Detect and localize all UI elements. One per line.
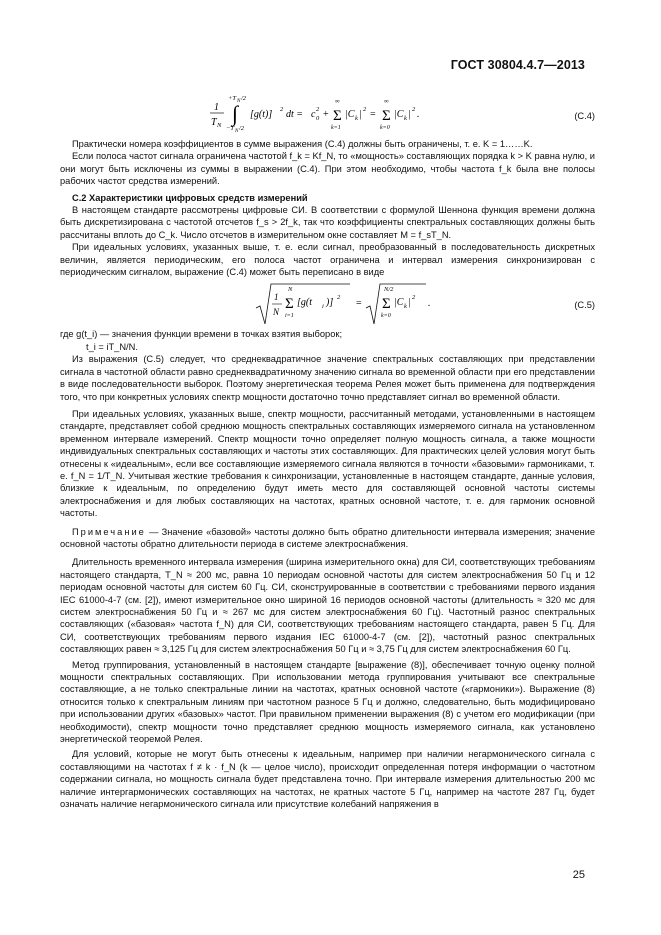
eq5-sum-upper: N xyxy=(288,286,293,294)
eq4-ck2-sub: k xyxy=(404,115,407,122)
eq4-int-upper-tail: /2 xyxy=(241,95,247,102)
sum-sign-2: Σ xyxy=(382,108,391,124)
eq4-ck: |C xyxy=(345,109,355,120)
eq4-int-lower-sub: N xyxy=(235,129,239,134)
eq4-int-upper-sub: N xyxy=(237,99,241,104)
eq4-frac-den: T xyxy=(211,117,217,128)
eq4-int-lower: −T xyxy=(226,125,235,132)
eq4-ck2: |C xyxy=(394,109,404,120)
eq4-int-upper: +T xyxy=(228,95,237,102)
page-content xyxy=(60,94,595,811)
paragraph: где g(t_i) — значения функции времени в точках взятия выборок; xyxy=(60,329,343,340)
equation-c5 xyxy=(60,282,595,326)
sum-sign-4: Σ xyxy=(382,296,391,313)
section-heading-c2: С.2 Характеристики цифровых средств измерений xyxy=(72,192,308,203)
paragraph: В настоящем стандарте рассмотрены цифровые СИ. В соответствии с формулой Шеннона функция времени должна быть дискретизирована с частотой отсчетов f_s > 2f_k, так что коэффициенты спектральных составляющих должны быть рассчитаны вплоть до C_k. Число отсчетов в измерительном окне составляет M = f_sT_N. xyxy=(60,205,595,240)
eq4-sq: 2 xyxy=(280,106,284,113)
eq4-ck-close: | xyxy=(359,109,362,120)
eq4-integrand: [g(t)] xyxy=(250,109,273,120)
eq5-ck: |C xyxy=(394,297,404,309)
eq4-ck-sub: k xyxy=(355,115,358,122)
eq4-c0-sup: 2 xyxy=(316,106,320,113)
equation-number-c4: (C.4) xyxy=(574,111,595,121)
eq5-g: [g(t xyxy=(297,297,312,309)
eq4-int-lower-tail: /2 xyxy=(239,125,245,132)
standard-header: ГОСТ 30804.4.7—2013 xyxy=(450,58,585,72)
eq5-N: N xyxy=(273,307,280,318)
paragraph: При идеальных условиях, указанных выше, спектр мощности, рассчитанный методами, установленными в настоящем стандарте, представляет собой среднюю мощность спектральных составляющих измеряемого сигнала на установленном временном интервале измерений. Спектр мощности точно определяет полную мощность сигнала, а также мощности индивидуальных спектральных составляющих и частоты этих составляющих. Для практических целей условия могут быть отнесены к «идеальным», если все составляющие измеряемого сигнала являются в точности «базовыми» гармониками, т. е. f_N = 1/T_N. Учитывая жесткие требования к синхронизации, установленные в настоящем стандарте, данные условия, близкие к идеальным, по определению будут иметь место для составляющей основной частоты системы электроснабжения и для любых составляющих на частотах, кратных основной частоте, т. е. для гармоник основной частоты. xyxy=(60,408,595,519)
page-number: 25 xyxy=(572,869,585,881)
equation-number-c5: (C.5) xyxy=(574,300,595,311)
paragraph: Метод группирования, установленный в настоящем стандарте [выражение (8)], обеспечивает точную оценку полной мощности спектральных составляющих. При использовании метода группирования учитывают все спектральные составляющие, а не только спектральные линии на частотах, кратных основной частоте («гармоники»). Выражение (8) относится только к спектральным линиям при частотном разносе 5 Гц и должно, следовательно, быть модифицировано при использовании других «базовых» частот. При правильном применении выражения (8) с учетом его модификации (при необходимости), спектр мощности точно представляет среднюю мощность измеряемого сигнала, как установлено энергетической теоремой Релея. xyxy=(60,659,595,745)
sum-sign-3: Σ xyxy=(285,296,294,313)
eq5-ck-close: | xyxy=(408,297,411,309)
eq4-ck-sup: 2 xyxy=(363,106,367,113)
equation-c4-svg xyxy=(210,94,510,132)
eq4-sum1-lower: k=1 xyxy=(331,125,341,131)
eq4-sum2-lower: k=0 xyxy=(380,125,390,131)
eq4-frac-den-sub: N xyxy=(217,122,222,129)
note xyxy=(60,526,595,551)
eq5-sum2-lower: k=0 xyxy=(381,313,391,320)
eq4-eq2: = xyxy=(370,109,376,120)
eq5-ck-sub: k xyxy=(404,303,407,311)
note-text: — Значение «базовой» частоты должно быть обратно длительности интервала измерения; значение основной частоты обратно длительности периода в системе электроснабжения. xyxy=(60,526,595,549)
eq5-g-sub: i xyxy=(322,303,324,311)
eq4-c0-sub: 0 xyxy=(316,115,320,122)
eq5-one: 1 xyxy=(274,292,279,303)
paragraph: При идеальных условиях, указанных выше, т. е. если сигнал, преобразованный в последовательность дискретных величин, является периодическим, его полоса частот ограничена и интервал измерения синхронизирован с периодическим сигналом, выражение (С.4) может быть переписано в виде xyxy=(60,242,595,278)
eq4-c0: c xyxy=(311,109,316,120)
paragraph: Практически номера коэффициентов в сумме выражения (С.4) должны быть ограничены, т. е. K = 1……K. xyxy=(72,139,533,149)
paragraph: Для условий, которые не могут быть отнесены к идеальным, например при наличии негармонического сигнала с составляющими на частотах f ≠ k · f_N (k — целое число), происходит определенная потеря информации о частотном содержании сигнала, но мощность сигнала будет представлена точно. При интервале измерения длительностью 200 мс наличие интергармонических составляющих на частотах, не кратных частоте 5 Гц, например на частоте 287 Гц, будет означать наличие негармонического сигнала или присутствие колебаний напряжения в xyxy=(60,749,595,810)
note-label: Примечание xyxy=(72,526,146,537)
paragraph: Длительность временного интервала измерения (ширина измерительного окна) для СИ, соответствующих требованиям настоящего стандарта, T_N ≈ 200 мс, равна 10 периодам основной частоты для систем электроснабжения 50 Гц и 12 периодам основной частоты для систем 60 Гц. СИ, сконструированные в соответствии с требованиями первого издания IEC 61000-4-7 (см. [2]), имеют измерительное окно шириной 16 периодов основной частоты (длительность ≈ 320 мс для систем электроснабжения 50 Гц и ≈ 267 мс для систем электроснабжения 60 Гц). Частотный разнос спектральных составляющих («базовая» частота f_N) для СИ, соответствующих требованиям настоящего стандарта, равен 5 Гц. Для СИ, соответствующих требованиям первого издания IEC 61000-4-7 (см. [2]), частотный разнос спектральных составляющих равен ≈ 3,125 Гц для систем электроснабжения 50 Гц и ≈ 3,75 Гц для систем электроснабжения 60 Гц. xyxy=(60,557,595,655)
paragraph: Из выражения (С.5) следует, что среднеквадратичное значение спектральных составляющих при представлении сигнала в частотной области равно среднеквадратичному значению сигнала во временной области при его представлении в виде последовательности выборок. Поэтому энергетическая теорема Релея может быть применена для подтверждения того, что при конкретных условиях спектр мощности достаточно точно представляет сигнал во временной области. xyxy=(60,354,595,402)
paragraph: Если полоса частот сигнала ограничена частотой f_k = Kf_N, то «мощность» составляющих порядка k > K равна нулю, и они могут быть исключены из суммы в выражении (С.4). При этом необходимо, чтобы частота f_k была вне полосы рабочих частот средства измерений. xyxy=(60,151,595,187)
eq5-eq: = xyxy=(356,298,362,310)
eq4-dt: dt = xyxy=(286,109,304,120)
eq5-g-close: )] xyxy=(326,297,334,309)
eq5-sq: 2 xyxy=(337,294,341,302)
equation-c5-svg xyxy=(256,282,456,326)
equation-c4 xyxy=(60,94,595,132)
eq4-frac-num: 1 xyxy=(214,102,219,113)
paragraph: t_i = iT_N/N. xyxy=(86,341,138,352)
eq4-sum1-upper: ∞ xyxy=(335,98,340,105)
eq4-ck2-close: | xyxy=(408,109,411,120)
eq4-sum2-upper: ∞ xyxy=(384,98,389,105)
integral-sign: ∫ xyxy=(232,101,239,126)
sum-sign-1: Σ xyxy=(333,108,342,124)
eq5-sum2-upper: N/2 xyxy=(384,286,394,294)
eq4-end: . xyxy=(417,109,420,120)
eq5-sum-lower: i=1 xyxy=(285,313,294,320)
eq5-end: . xyxy=(428,298,431,310)
eq4-plus: + xyxy=(323,109,329,120)
eq5-ck-sup: 2 xyxy=(412,294,416,302)
eq4-ck2-sup: 2 xyxy=(412,106,416,113)
